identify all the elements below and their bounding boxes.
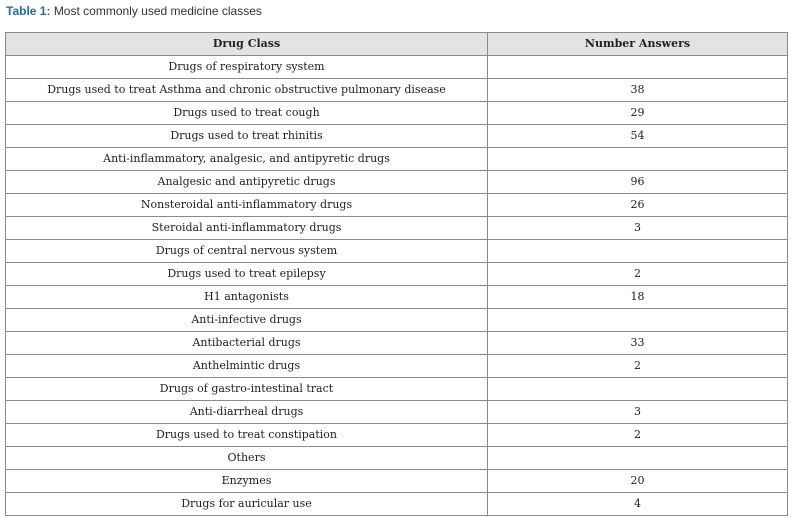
number-answers-cell: 2	[488, 263, 788, 286]
table-header-row	[6, 33, 788, 56]
table-row	[6, 102, 788, 125]
table-row	[6, 447, 788, 470]
number-answers-cell: 29	[488, 102, 788, 125]
table-row	[6, 125, 788, 148]
drug-class-cell: Drugs used to treat constipation	[6, 424, 488, 447]
medicine-classes-table	[5, 32, 788, 516]
drug-class-cell: Anti-infective drugs	[6, 309, 488, 332]
drug-class-cell: Anti-diarrheal drugs	[6, 401, 488, 424]
table-row	[6, 309, 788, 332]
column-header-number-answers: Number Answers	[488, 33, 788, 56]
drug-class-cell: Drugs of gastro-intestinal tract	[6, 378, 488, 401]
table-row	[6, 79, 788, 102]
table-row	[6, 470, 788, 493]
drug-class-cell: Anti-inflammatory, analgesic, and antipyretic drugs	[6, 148, 488, 171]
table-row	[6, 240, 788, 263]
number-answers-cell	[488, 240, 788, 263]
table-row	[6, 332, 788, 355]
table-row	[6, 194, 788, 217]
drug-class-cell: Drugs used to treat cough	[6, 102, 488, 125]
table-caption	[6, 4, 262, 18]
number-answers-cell: 4	[488, 493, 788, 516]
drug-class-cell: Antibacterial drugs	[6, 332, 488, 355]
table-caption-label: Table 1:	[6, 4, 51, 18]
table-caption-text: Most commonly used medicine classes	[53, 4, 262, 18]
drug-class-cell: Drugs used to treat Asthma and chronic obstructive pulmonary disease	[6, 79, 488, 102]
table-row	[6, 56, 788, 79]
table-row	[6, 286, 788, 309]
number-answers-cell: 3	[488, 401, 788, 424]
number-answers-cell	[488, 309, 788, 332]
number-answers-cell: 26	[488, 194, 788, 217]
number-answers-cell	[488, 56, 788, 79]
table-row	[6, 171, 788, 194]
table-row	[6, 355, 788, 378]
drug-class-cell: Analgesic and antipyretic drugs	[6, 171, 488, 194]
number-answers-cell: 33	[488, 332, 788, 355]
drug-class-cell: Nonsteroidal anti-inflammatory drugs	[6, 194, 488, 217]
drug-class-cell: Drugs of central nervous system	[6, 240, 488, 263]
drug-class-cell: H1 antagonists	[6, 286, 488, 309]
drug-class-cell: Drugs of respiratory system	[6, 56, 488, 79]
table-row	[6, 263, 788, 286]
drug-class-cell: Others	[6, 447, 488, 470]
number-answers-cell: 20	[488, 470, 788, 493]
table-body	[6, 56, 788, 516]
number-answers-cell: 38	[488, 79, 788, 102]
table-row	[6, 217, 788, 240]
table-row	[6, 401, 788, 424]
drug-class-cell: Drugs for auricular use	[6, 493, 488, 516]
table-row	[6, 378, 788, 401]
table-row	[6, 424, 788, 447]
drug-class-cell: Drugs used to treat rhinitis	[6, 125, 488, 148]
number-answers-cell: 3	[488, 217, 788, 240]
number-answers-cell: 18	[488, 286, 788, 309]
number-answers-cell: 2	[488, 355, 788, 378]
table-row	[6, 148, 788, 171]
table-row	[6, 493, 788, 516]
drug-class-cell: Anthelmintic drugs	[6, 355, 488, 378]
drug-class-cell: Enzymes	[6, 470, 488, 493]
number-answers-cell: 2	[488, 424, 788, 447]
drug-class-cell: Steroidal anti-inflammatory drugs	[6, 217, 488, 240]
number-answers-cell	[488, 378, 788, 401]
column-header-drug-class: Drug Class	[6, 33, 488, 56]
drug-class-cell: Drugs used to treat epilepsy	[6, 263, 488, 286]
number-answers-cell	[488, 148, 788, 171]
number-answers-cell: 96	[488, 171, 788, 194]
number-answers-cell: 54	[488, 125, 788, 148]
number-answers-cell	[488, 447, 788, 470]
